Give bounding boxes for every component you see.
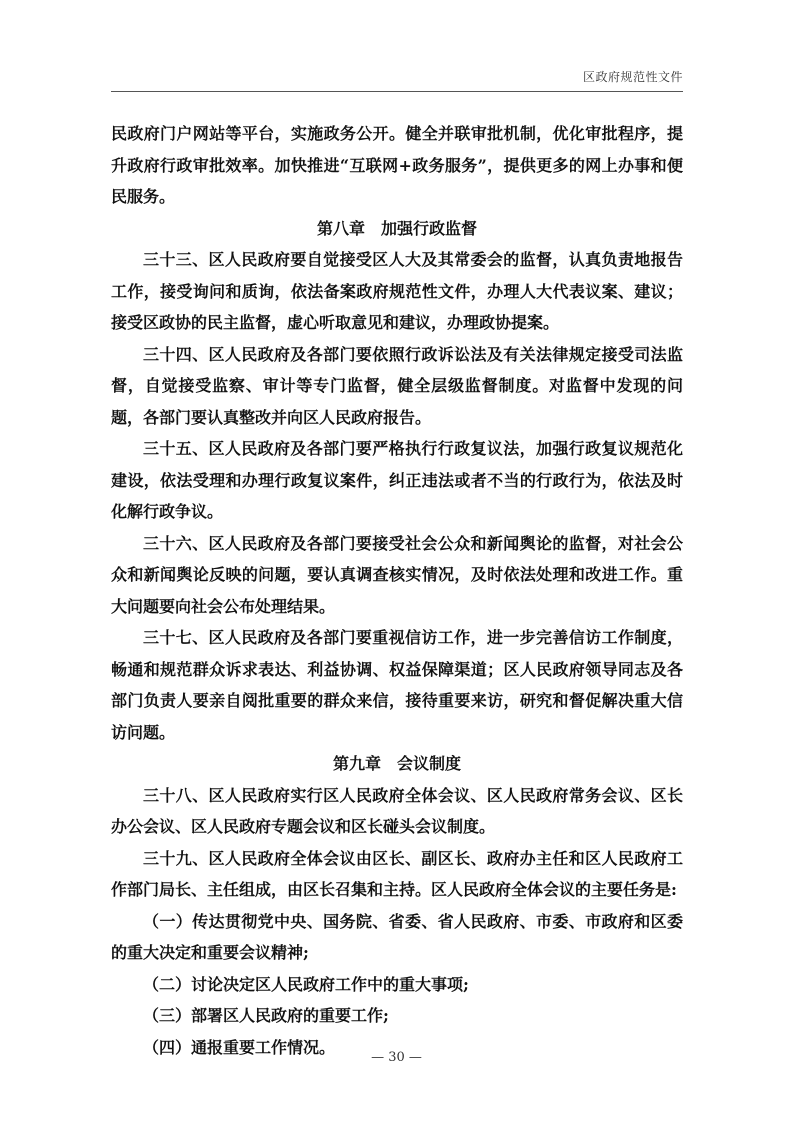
- chapter-heading-8: 第八章 加强行政监督: [316, 218, 477, 238]
- paragraph-article-37: 三十七、区人民政府及各部门要重视信访工作，进一步完善信访工作制度，畅通和规范群众诉求表达、利益协调、权益保障渠道；区人民政府领导同志及各部门负责人要亲自阅批重要的群众来信，接待重要来访，研究和督促解决重大信访问题。: [111, 628, 683, 742]
- document-category-label: 区政府规范性文件: [582, 70, 683, 84]
- paragraph-article-38: 三十八、区人民政府实行区人民政府全体会议、区人民政府常务会议、区长办公会议、区人民政府专题会议和区长碰头会议制度。: [111, 785, 683, 836]
- page-number: — 30 —: [371, 1050, 422, 1065]
- paragraph-intro: 民政府门户网站等平台，实施政务公开。健全并联审批机制，优化审批程序，提升政府行政审批效率。加快推进“互联网+政务服务”，提供更多的网上办事和便民服务。: [111, 124, 683, 206]
- paragraph-article-34: 三十四、区人民政府及各部门要依照行政诉讼法及有关法律规定接受司法监督，自觉接受监察、审计等专门监督，健全层级监督制度。对监督中发现的问题，各部门要认真整改并向区人民政府报告。: [111, 344, 683, 427]
- paragraph-article-33: 三十三、区人民政府要自觉接受区人大及其常委会的监督，认真负责地报告工作，接受询问和质询，依法备案政府规范性文件，办理人大代表议案、建议；接受区政协的民主监督，虚心听取意见和建议，办理政协提案。: [111, 250, 683, 332]
- list-item-3: （三）部署区人民政府的重要工作;: [143, 1006, 389, 1025]
- list-item-4: （四）通报重要工作情况。: [143, 1037, 336, 1057]
- paragraph-article-39: 三十九、区人民政府全体会议由区长、副区长、政府办主任和区人民政府工作部门局长、主任组成，由区长召集和主持。区人民政府全体会议的主要任务是:: [111, 848, 683, 899]
- header-divider: [111, 91, 683, 92]
- chapter-heading-9: 第九章 会议制度: [332, 754, 461, 773]
- document-body: [111, 118, 683, 1063]
- list-item-1: （一）传达贯彻党中央、国务院、省委、省人民政府、市委、市政府和区委的重大决定和重要会议精神;: [111, 911, 683, 962]
- paragraph-article-35: 三十五、区人民政府及各部门要严格执行行政复议法，加强行政复议规范化建设，依法受理和办理行政复议案件，纠正违法或者不当的行政行为，依法及时化解行政争议。: [111, 439, 683, 521]
- list-item-2: （二）讨论决定区人民政府工作中的重大事项;: [143, 974, 469, 994]
- paragraph-article-36: 三十六、区人民政府及各部门要接受社会公众和新闻舆论的监督，对社会公众和新闻舆论反映的问题，要认真调查核实情况，及时依法处理和改进工作。重大问题要向社会公布处理结果。: [111, 533, 683, 616]
